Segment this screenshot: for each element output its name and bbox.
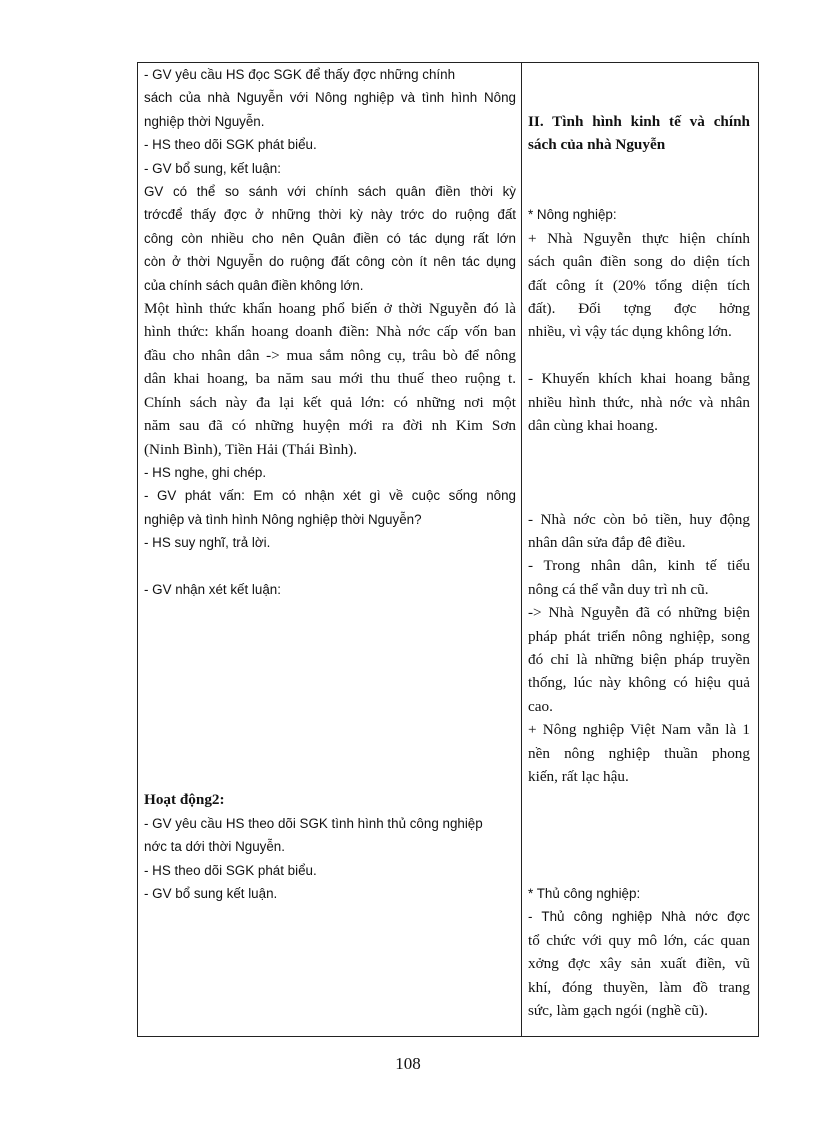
right-line: thống, lúc này không có hiệu quả (528, 674, 750, 692)
right-line: pháp phát triển nông nghiệp, song (528, 627, 750, 645)
left-line: - HS theo dõi SGK phát biểu. (144, 862, 317, 878)
left-line: Một hình thức khẩn hoang phổ biến ở thời Nguyễn đó là (144, 300, 516, 318)
left-line: (Ninh Bình), Tiền Hải (Thái Bình). (144, 440, 358, 458)
right-line: xởng đợc xây sản xuất điền, vũ (528, 955, 750, 973)
left-column (144, 63, 516, 905)
left-line: còn ở thời Nguyễn do ruộng đất công còn ít nên tác dụng (144, 254, 516, 270)
left-line: công còn nhiều cho nên Quân điền có tác dụng rất lớn (144, 230, 516, 246)
left-line: đầu cho nhân dân -> mua sắm nông cụ, trâu bò để nông (144, 346, 516, 364)
right-line: sách quân điền song do diện tích (528, 253, 750, 271)
right-line: - Nhà nớc còn bỏ tiền, huy động (528, 510, 750, 528)
right-line: -> Nhà Nguyễn đã có những biện (528, 604, 750, 622)
left-line: sách của nhà Nguyễn với Nông nghiệp và tình hình Nông (144, 90, 516, 106)
left-line: dân khai hoang, ba năm sau mới thu thuế theo ruộng t. (144, 370, 516, 388)
activity-heading: Hoạt động2: (144, 791, 225, 809)
right-line: kiến, rất lạc hậu. (528, 768, 629, 786)
right-column (528, 63, 750, 1022)
right-line: * Thủ công nghiệp: (528, 886, 641, 902)
right-line: nhân dân sửa đắp đê điều. (528, 534, 686, 551)
right-line: - Thủ công nghiệp Nhà nớc đợc (528, 909, 750, 925)
left-line: của chính sách quân điền không lớn. (144, 277, 364, 293)
left-line: - GV bổ sung, kết luận: (144, 160, 281, 176)
left-line: - HS suy nghĩ, trả lời. (144, 535, 271, 551)
right-line: sức, làm gạch ngói (nghề cũ). (528, 1002, 708, 1020)
left-line: nghiệp và tình hình Nông nghiệp thời Nguyễn? (144, 511, 422, 527)
right-line: - Trong nhân dân, kinh tế tiểu (528, 557, 750, 575)
right-line: - Khuyến khích khai hoang bằng (528, 370, 750, 388)
page-number: 108 (395, 1054, 421, 1073)
column-divider (521, 63, 522, 1036)
left-line: - GV yêu cầu HS đọc SGK để thấy đợc những chính (144, 67, 456, 82)
right-line: đó chỉ là những biện pháp truyền (528, 651, 750, 669)
right-line: nhiều, vì vậy tác dụng không lớn. (528, 323, 732, 341)
left-line: - GV bổ sung kết luận. (144, 886, 278, 902)
right-line: khí, đóng thuyền, làm đồ trang (528, 978, 750, 996)
lesson-table (137, 62, 759, 1037)
left-line: - HS nghe, ghi chép. (144, 464, 267, 480)
section-heading: sách của nhà Nguyễn (528, 136, 666, 154)
left-line: nghiệp thời Nguyễn. (144, 113, 265, 129)
left-line: nớc ta dới thời Nguyễn. (144, 839, 285, 855)
right-line: nền nông nghiệp thuần phong (528, 744, 750, 762)
left-line: - HS theo dõi SGK phát biểu. (144, 137, 317, 153)
left-line: Chính sách này đa lại kết quả lớn: có những nơi một (144, 393, 516, 411)
right-line: cao. (528, 697, 553, 715)
right-line: dân cùng khai hoang. (528, 417, 658, 435)
left-line: GV có thể so sánh với chính sách quân điền thời kỳ (144, 184, 516, 200)
right-line: * Nông nghiệp: (528, 207, 617, 223)
right-line: đất). Đối tợng đợc hởng (528, 300, 750, 317)
right-line: tổ chức với quy mô lớn, các quan (528, 931, 750, 949)
left-line: năm sau đã có những huyện mới ra đời nh Kim Sơn (144, 417, 516, 435)
right-line: nông cá thể vẫn duy trì nh cũ. (528, 580, 709, 598)
left-line: trớcđể thấy đợc ở những thời kỳ này trớc do ruộng đất (144, 207, 516, 223)
section-heading: II. Tình hình kinh tế và chính (528, 112, 750, 130)
right-line: + Nông nghiệp Việt Nam vẫn là 1 (528, 721, 750, 739)
left-line: - GV yêu cầu HS theo dõi SGK tình hình thủ công nghiệp (144, 815, 483, 831)
right-line: đất công ít (20% tổng diện tích (528, 276, 750, 294)
left-line: hình thức: khẩn hoang doanh điền: Nhà nớc cấp vốn ban (144, 323, 516, 341)
left-line: - GV nhận xét kết luận: (144, 581, 281, 597)
left-line: - GV phát vấn: Em có nhận xét gì về cuộc sống nông (144, 488, 516, 504)
right-line: + Nhà Nguyễn thực hiện chính (528, 229, 750, 247)
right-line: nhiều hình thức, nhà nớc và nhân (528, 393, 750, 411)
